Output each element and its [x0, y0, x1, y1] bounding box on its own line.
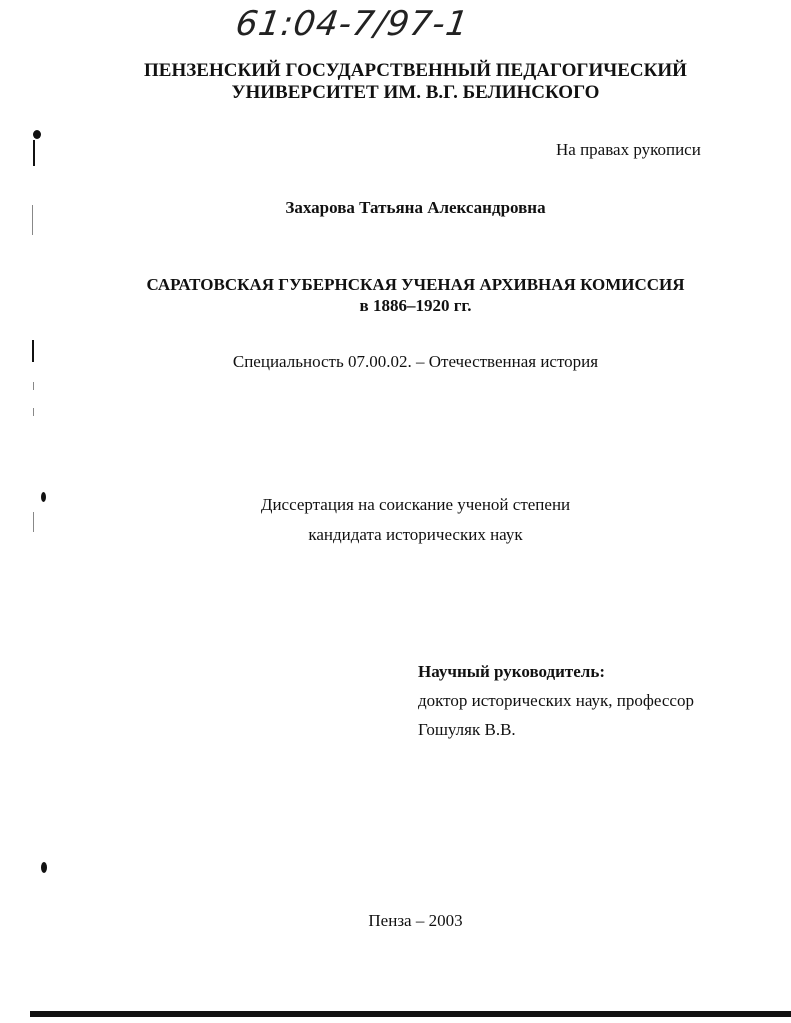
degree-line-1: Диссертация на соискание ученой степени [260, 495, 571, 514]
degree-line-2: кандидата исторических наук [308, 525, 523, 544]
advisor-name: Гошуляк В.В. [418, 720, 516, 739]
scan-mark-dot [41, 862, 47, 873]
advisor-degree: доктор исторических наук, профессор [418, 691, 694, 710]
scientific-advisor [418, 657, 694, 744]
handwritten-archive-code: 61:04-7/97-1 [233, 4, 472, 44]
dissertation-title [0, 274, 791, 316]
degree-statement [0, 490, 791, 550]
university-line-2: УНИВЕРСИТЕТ ИМ. В.Г. БЕЛИНСКОГО [231, 82, 600, 103]
scan-edge-line [30, 1011, 791, 1017]
scan-mark-line [33, 512, 34, 532]
university-header [0, 60, 791, 104]
city-year: Пенза – 2003 [368, 911, 463, 930]
scan-mark-line [32, 205, 33, 235]
author-name: Захарова Татьяна Александровна [285, 198, 546, 217]
rights-note: На правах рукописи [556, 140, 701, 159]
advisor-heading: Научный руководитель: [418, 662, 605, 681]
scan-mark-line [33, 382, 34, 390]
scan-mark-dot [41, 492, 46, 502]
title-line-1: САРАТОВСКАЯ ГУБЕРНСКАЯ УЧЕНАЯ АРХИВНАЯ КОМИССИЯ [146, 275, 685, 294]
scan-mark-dot [33, 130, 41, 139]
scan-mark-line [32, 340, 34, 362]
specialty: Специальность 07.00.02. – Отечественная история [232, 352, 599, 371]
scan-mark-line [33, 140, 35, 166]
scan-mark-line [33, 408, 34, 416]
university-line-1: ПЕНЗЕНСКИЙ ГОСУДАРСТВЕННЫЙ ПЕДАГОГИЧЕСКИЙ [144, 60, 687, 81]
title-line-2: в 1886–1920 гг. [359, 296, 472, 315]
